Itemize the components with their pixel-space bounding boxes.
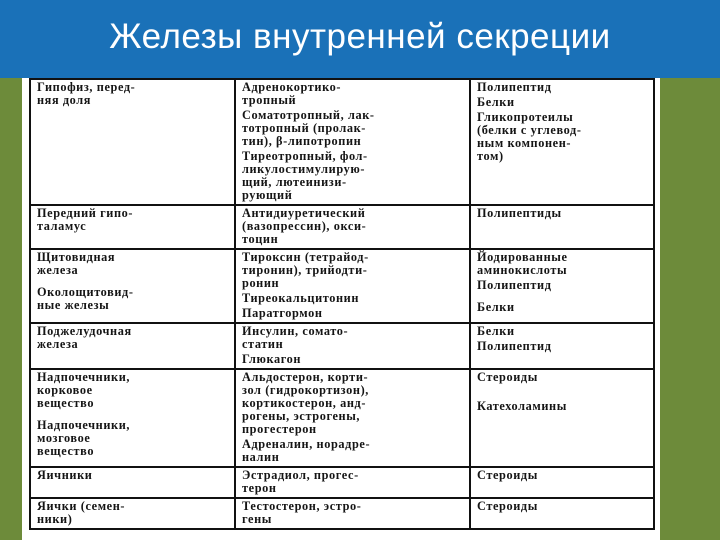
hormone-cell — [235, 249, 470, 323]
scanned-table-image — [22, 78, 660, 540]
hormone-cell — [235, 369, 470, 467]
nature-cell — [470, 369, 654, 467]
cell-entry: Надпочечники, корковое вещество — [37, 370, 131, 410]
table-row — [30, 249, 654, 323]
cell-entry: Яичники — [37, 468, 93, 482]
spacer — [477, 386, 647, 393]
gland-cell — [30, 498, 235, 529]
table-body — [30, 79, 654, 529]
page-title: Железы внутренней секреции — [109, 17, 611, 56]
cell-entry: Тестостерон, эстро- гены — [242, 499, 362, 526]
cell-entry: Белки — [477, 300, 515, 314]
cell-entry: Надпочечники, мозговое вещество — [37, 418, 131, 458]
hormone-cell — [235, 79, 470, 205]
cell-entry: Тиреокальцитонин — [242, 291, 360, 305]
table-row — [30, 498, 654, 529]
table-row — [30, 205, 654, 249]
cell-entry: Стероиды — [477, 499, 538, 513]
cell-entry: Яички (семен- ники) — [37, 499, 126, 526]
cell-entry: Передний гипо- таламус — [37, 206, 134, 233]
cell-entry: Стероиды — [477, 468, 538, 482]
cell-entry: Альдостерон, корти- зол (гидрокортизон), кортикостерон, анд- рогены, эстрогены, прогестерон — [242, 370, 369, 436]
cell-entry: Йодированные аминокислоты — [477, 250, 568, 277]
cell-entry: Катехоламины — [477, 399, 567, 413]
cell-entry: Поджелудочная железа — [37, 324, 132, 351]
cell-entry: Адренокортико- тропный — [242, 80, 342, 107]
cell-entry: Полипептиды — [477, 206, 562, 220]
cell-entry: Гипофиз, перед- няя доля — [37, 80, 136, 107]
gland-cell — [30, 79, 235, 205]
slide-header — [0, 0, 720, 78]
gland-cell — [30, 205, 235, 249]
cell-entry: Щитовидная железа — [37, 250, 116, 277]
hormone-cell — [235, 205, 470, 249]
hormones-table — [29, 78, 655, 530]
gland-cell — [30, 369, 235, 467]
cell-entry: Гликопротеилы (белки с углевод- ным компонен- том) — [477, 110, 582, 163]
nature-cell — [470, 79, 654, 205]
cell-entry: Адреналин, норадре- налин — [242, 437, 371, 464]
cell-entry: Глюкагон — [242, 352, 302, 366]
cell-entry: Белки — [477, 324, 515, 338]
cell-entry: Тироксин (тетрайод- тиронин), трийодти- ронин — [242, 250, 369, 290]
gland-cell — [30, 467, 235, 498]
table-row — [30, 79, 654, 205]
cell-entry: Полипептид — [477, 80, 552, 94]
cell-entry: Стероиды — [477, 370, 538, 384]
nature-cell — [470, 467, 654, 498]
gland-cell — [30, 249, 235, 323]
nature-cell — [470, 323, 654, 369]
table-row — [30, 369, 654, 467]
cell-entry: Полипептид — [477, 339, 552, 353]
cell-entry: Эстрадиол, прогес- терон — [242, 468, 359, 495]
table-row — [30, 323, 654, 369]
cell-entry: Паратгормон — [242, 306, 323, 320]
cell-entry: Антидиуретический (вазопрессин), окси- тоцин — [242, 206, 367, 246]
nature-cell — [470, 249, 654, 323]
hormone-cell — [235, 467, 470, 498]
nature-cell — [470, 205, 654, 249]
hormone-cell — [235, 498, 470, 529]
cell-entry: Полипептид — [477, 278, 552, 292]
table-row — [30, 467, 654, 498]
nature-cell — [470, 498, 654, 529]
cell-entry: Инсулин, сомато- статин — [242, 324, 349, 351]
gland-cell — [30, 323, 235, 369]
cell-entry: Белки — [477, 95, 515, 109]
hormone-cell — [235, 323, 470, 369]
cell-entry: Околощитовид- ные железы — [37, 285, 134, 312]
cell-entry: Соматотропный, лак- тотропный (пролак- тин), β-липотропин — [242, 108, 375, 148]
cell-entry: Тиреотропный, фол- ликулостимулирую- щий, лютеинизи- рующий — [242, 149, 368, 202]
